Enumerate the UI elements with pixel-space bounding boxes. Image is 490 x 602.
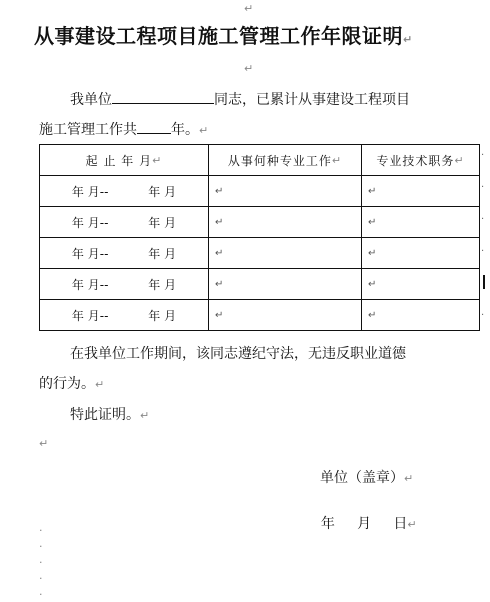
paragraph-mark: · [39,572,43,585]
specialty-cell[interactable] [209,300,362,331]
intro-prefix: 我单位 [70,92,112,108]
period-start: 年 月-- [71,277,109,292]
paragraph-mark: · [39,540,43,553]
title-cell[interactable] [362,176,480,207]
paragraph-mark: ↵ [454,153,465,167]
table-row [40,238,480,269]
name-blank[interactable] [112,89,214,104]
table-row [40,207,480,238]
row-end-mark: · [481,246,485,257]
title-cell[interactable] [362,238,480,269]
intro-prefix-2: 施工管理工作共 [39,122,137,138]
paragraph-mark: ↵ [368,309,377,321]
signature-unit [320,467,413,487]
paragraph-mark: ↵ [244,2,254,15]
period-cell[interactable] [40,207,209,238]
title-cell[interactable] [362,207,480,238]
period-cell[interactable] [40,176,209,207]
period-start: 年 月-- [71,246,109,261]
specialty-cell[interactable] [209,207,362,238]
paragraph-mark: ↵ [215,185,224,197]
paragraph-mark: · [39,588,43,601]
header-period-label: 起 止 年 月 [85,153,153,168]
signature-date-text: 年 月 日 [320,516,408,532]
paragraph-mark: ↵ [39,437,49,450]
title-cell[interactable] [362,269,480,300]
body-line-1: 在我单位工作期间，该同志遵纪守法，无违反职业道德 [70,346,406,362]
paragraph-mark: ↵ [215,247,224,259]
row-end-mark: · [481,214,485,225]
paragraph-mark: ↵ [215,309,224,321]
years-blank[interactable] [137,119,171,134]
row-end-mark: · [481,182,485,193]
table-row [40,176,480,207]
paragraph-mark: ↵ [140,409,150,422]
table-row [40,300,480,331]
specialty-cell[interactable] [209,176,362,207]
period-cell[interactable] [40,269,209,300]
period-end: 年 月 [148,184,177,199]
paragraph-mark: ↵ [368,185,377,197]
signature-date [312,497,417,533]
period-cell[interactable] [40,238,209,269]
intro-line-2 [39,119,208,139]
intro-suffix: 同志，已累计从事建设工程项目 [214,92,410,108]
signature-unit-text: 单位（盖章） [320,470,404,486]
title-text: 从事建设工程项目施工管理工作年限证明 [34,24,403,48]
period-start: 年 月-- [71,184,109,199]
paragraph-mark: ↵ [407,518,417,531]
specialty-cell[interactable] [209,269,362,300]
body-line-2 [39,373,104,393]
specialty-cell[interactable] [209,238,362,269]
paragraph-mark: ↵ [368,216,377,228]
header-specialty [209,145,362,176]
header-period [40,145,209,176]
paragraph-mark: ↵ [215,216,224,228]
paragraph-mark: ↵ [95,378,105,391]
paragraph-mark: · [39,556,43,569]
row-end-mark: · [481,150,485,161]
table-row [40,269,480,300]
paragraph-mark: ↵ [331,153,343,167]
intro-suffix-2: 年。 [171,122,199,138]
table-header-row [40,145,480,176]
header-title-label: 专业技术职务 [376,153,455,168]
period-start: 年 月-- [71,308,109,323]
paragraph-mark: ↵ [368,278,377,290]
certify-text: 特此证明。 [70,407,140,423]
paragraph-mark: ↵ [368,247,377,259]
period-end: 年 月 [148,277,177,292]
header-title [362,145,480,176]
period-end: 年 月 [148,246,177,261]
paragraph-mark: ↵ [403,33,413,46]
text-cursor [483,275,485,289]
paragraph-mark: · [39,524,43,537]
row-end-mark: · [481,310,485,321]
paragraph-mark: ↵ [152,153,163,167]
document-title [34,20,413,49]
certify-line [70,404,149,424]
period-end: 年 月 [148,215,177,230]
period-end: 年 月 [148,308,177,323]
paragraph-mark: ↵ [215,278,224,290]
paragraph-mark: ↵ [199,124,209,137]
header-specialty-label: 从事何种专业工作 [227,153,332,168]
experience-table [39,144,480,331]
period-cell[interactable] [40,300,209,331]
paragraph-mark: ↵ [404,472,414,485]
title-cell[interactable] [362,300,480,331]
paragraph-mark: ↵ [244,62,254,75]
intro-line-1 [70,89,410,109]
period-start: 年 月-- [71,215,109,230]
body-line-2-text: 的行为。 [39,376,95,392]
